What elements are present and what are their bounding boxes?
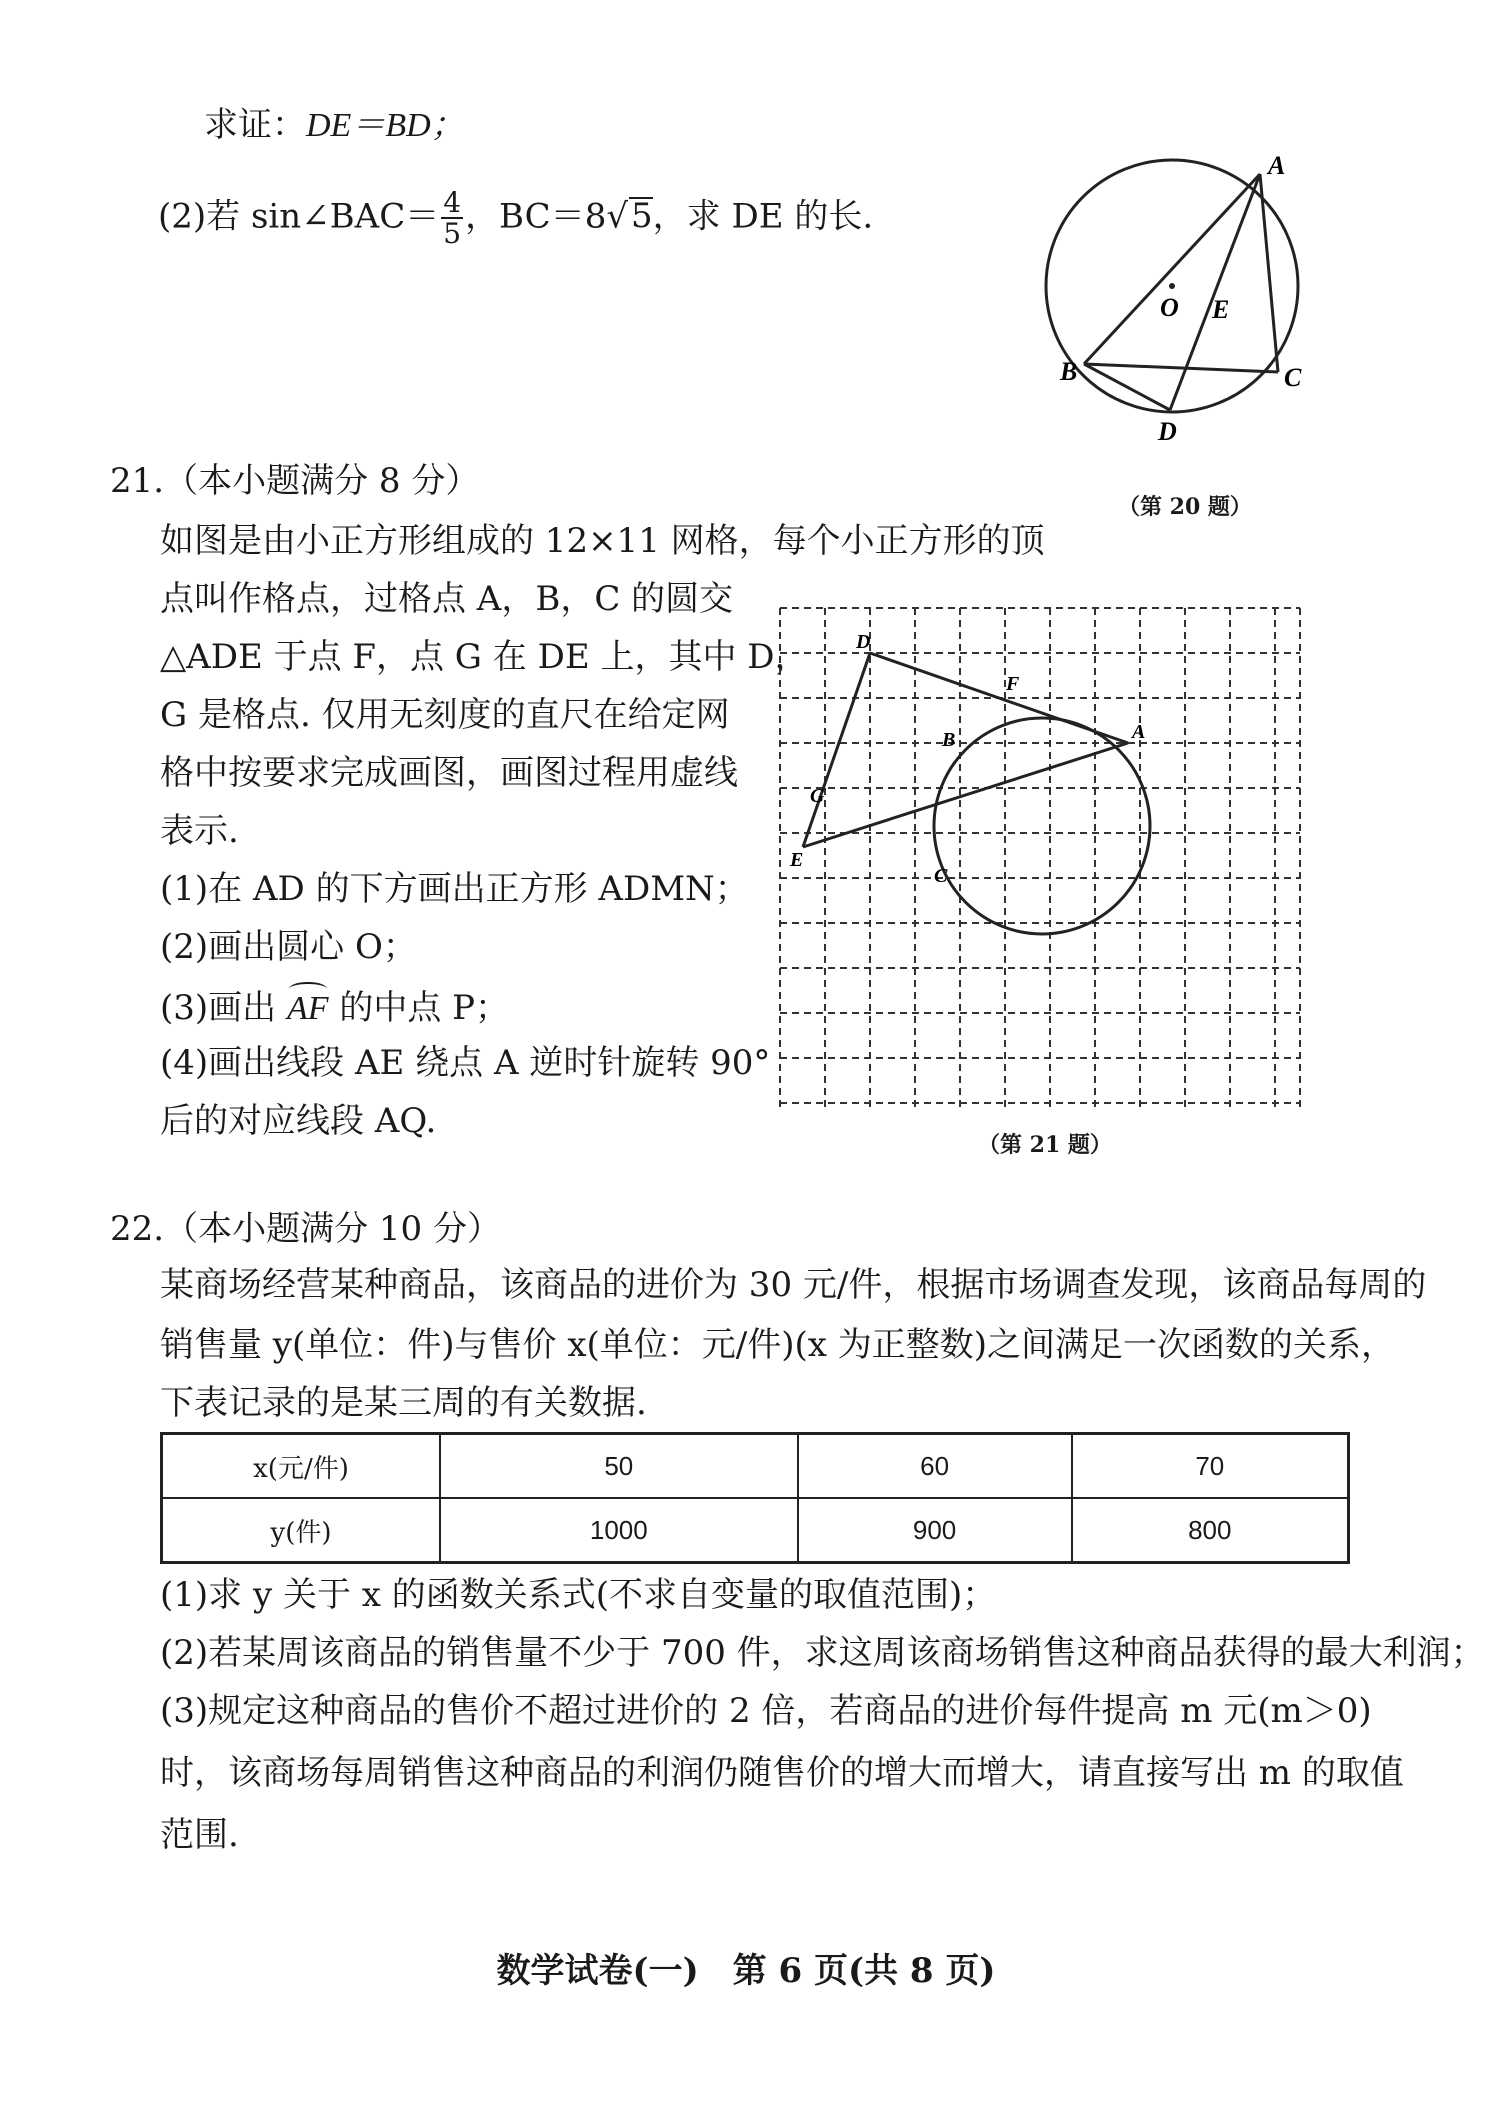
q21-label-A: A (1132, 721, 1146, 743)
q20-figure (1040, 140, 1340, 460)
table-cell-y: 1000 (440, 1498, 798, 1563)
q21-figure-caption: （第 21 题） (978, 1132, 1112, 1158)
q20-segment-BC (1084, 364, 1278, 372)
q20-segment-AB (1084, 174, 1260, 364)
q20-frac-denominator: 5 (443, 217, 462, 251)
q20-sqrt-arg: 5 (631, 196, 653, 237)
q20-label-D: D (1158, 417, 1177, 446)
q21-part2: (2)画出圆心 O； (160, 927, 417, 967)
q22-part3-line3: 范围. (160, 1815, 239, 1855)
q21-label-B: B (942, 729, 956, 751)
q22-part3-line1: (3)规定这种商品的售价不超过进价的 2 倍，若商品的进价每件提高 m 元(m＞0) (160, 1691, 1372, 1731)
q22-part1: (1)求 y 关于 x 的函数关系式(不求自变量的取值范围)； (160, 1575, 997, 1615)
q21-part3-suffix: 的中点 P； (328, 988, 510, 1028)
q21-arc-AF: AF (286, 990, 329, 1027)
q20-segment-AD (1170, 174, 1260, 410)
table-cell-y: 800 (1072, 1498, 1349, 1563)
q21-label-D: D (856, 631, 871, 653)
q21-part3 (160, 988, 509, 1026)
q20-prove-label: 求证： (204, 105, 306, 145)
q20-part2 (158, 188, 873, 249)
q20-figure-caption: （第 20 题） (1118, 494, 1252, 520)
q22-intro-line: 下表记录的是某三周的有关数据. (160, 1383, 647, 1423)
q22-part3-line2: 时，该商场每周销售这种商品的利润仍随售价的增大而增大，请直接写出 m 的取值 (160, 1753, 1404, 1793)
q20-label-B: B (1060, 357, 1078, 386)
q20-center-dot (1169, 283, 1175, 289)
q20-part2-suffix: ，求 DE 的长. (652, 196, 874, 237)
q20-part2-prefix: (2)若 sin∠BAC＝ (158, 196, 440, 237)
table-cell-y: 900 (798, 1498, 1072, 1563)
q21-label-C: C (934, 865, 948, 887)
sqrt-sign: √ (606, 196, 628, 237)
q22-header: 22.（本小题满分 10 分） (110, 1209, 501, 1249)
q21-label-G: G (810, 785, 825, 807)
table-cell-x: 60 (798, 1434, 1072, 1499)
q21-label-E: E (790, 849, 804, 871)
table-cell-x: 70 (1072, 1434, 1349, 1499)
q21-intro-line: 如图是由小正方形组成的 12×11 网格，每个小正方形的顶 (160, 521, 1045, 561)
q22-intro-line: 某商场经营某种商品，该商品的进价为 30 元/件，根据市场调查发现，该商品每周的 (160, 1265, 1427, 1305)
q20-prove-equation: DE＝BD； (306, 107, 465, 144)
q21-intro-line: 表示. (160, 811, 239, 851)
q21-segment-EA (803, 743, 1128, 847)
table-row-header-y: y(件) (162, 1498, 441, 1563)
q20-label-E: E (1212, 295, 1230, 324)
q22-part2: (2)若某周该商品的销售量不少于 700 件，求这周该商场销售这种商品获得的最大利润； (160, 1633, 1485, 1673)
q21-intro-line: 点叫作格点，过格点 A，B，C 的圆交 (160, 579, 734, 619)
q21-intro-line: △ADE 于点 F，点 G 在 DE 上，其中 D， (160, 637, 809, 677)
table-row (162, 1498, 1349, 1563)
q21-circle (934, 718, 1150, 934)
table-row-header-x: x(元/件) (162, 1434, 441, 1499)
q21-part4-line2: 后的对应线段 AQ. (160, 1101, 437, 1141)
q21-part1: (1)在 AD 的下方画出正方形 ADMN； (160, 869, 749, 909)
page-footer: 数学试卷(一) 第 6 页(共 8 页) (496, 1951, 996, 1991)
q21-header: 21.（本小题满分 8 分） (110, 461, 480, 501)
q21-part3-prefix: (3)画出 (160, 988, 287, 1028)
table-cell-x: 50 (440, 1434, 798, 1499)
q21-grid (780, 608, 1300, 1108)
q21-intro-line: 格中按要求完成画图，画图过程用虚线 (160, 753, 738, 793)
q20-part2-mid: ，BC＝8 (465, 196, 607, 237)
table-row (162, 1434, 1349, 1499)
q20-prove-statement (204, 105, 465, 145)
q21-label-F: F (1006, 673, 1020, 695)
q22-intro-line: 销售量 y(单位：件)与售价 x(单位：元/件)(x 为正整数)之间满足一次函数的关系， (160, 1325, 1396, 1365)
q21-intro-line: G 是格点. 仅用无刻度的直尺在给定网 (160, 695, 730, 735)
q21-part4-line1: (4)画出线段 AE 绕点 A 逆时针旋转 90° (160, 1043, 771, 1083)
q22-data-table (160, 1432, 1350, 1564)
q20-label-C: C (1284, 363, 1302, 392)
q21-segment-DE (803, 653, 870, 847)
q21-segment-DA (870, 653, 1128, 743)
q20-frac-numerator: 4 (443, 186, 462, 219)
q20-label-O: O (1160, 293, 1179, 322)
q21-figure (770, 598, 1310, 1118)
q20-label-A: A (1268, 151, 1286, 180)
q20-fraction (441, 188, 463, 249)
